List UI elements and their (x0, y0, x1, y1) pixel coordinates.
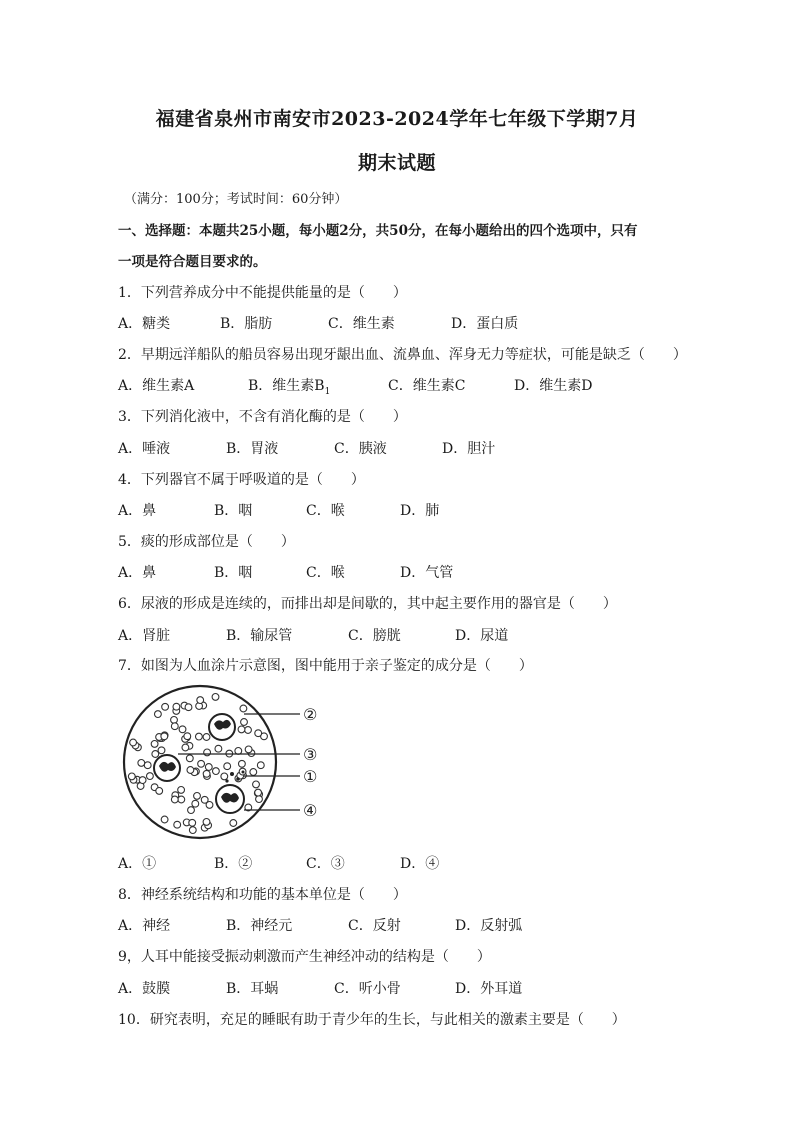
red-blood-cell (197, 697, 204, 704)
q8-option-b: B．神经元 (226, 918, 293, 934)
red-blood-cell (256, 796, 263, 803)
question-9-stem: 9，人耳中能接受振动刺激而产生神经冲动的结构是（ ） (118, 949, 491, 965)
section-header-cont: 一项是符合题目要求的。 (118, 254, 267, 270)
red-blood-cell (158, 747, 165, 754)
red-blood-cell (241, 719, 248, 726)
red-blood-cell (162, 703, 169, 710)
red-blood-cell (173, 703, 180, 710)
red-blood-cell (179, 726, 186, 733)
red-blood-cell (171, 723, 178, 730)
q9-option-c: C．听小骨 (334, 981, 401, 997)
q4-option-c: C．喉 (306, 503, 345, 519)
q5-option-d: D．气管 (400, 565, 454, 581)
q2-option-d: D．维生素D (514, 378, 593, 394)
q3-option-d: D．胆汁 (442, 441, 496, 457)
red-blood-cell (215, 745, 222, 752)
red-blood-cell (147, 773, 154, 780)
question-3-stem: 3．下列消化液中，不含有消化酶的是（ ） (118, 409, 407, 425)
red-blood-cell (161, 816, 168, 823)
red-blood-cell (144, 762, 151, 769)
q4-option-d: D．肺 (400, 503, 440, 519)
q4-option-a: A．鼻 (118, 503, 157, 519)
red-blood-cell (204, 749, 211, 756)
red-blood-cell (185, 704, 192, 711)
q7-option-b: B．② (214, 856, 253, 872)
red-blood-cell (194, 793, 201, 800)
q2-option-a: A．维生素A (118, 378, 195, 394)
q8-option-a: A．神经 (118, 918, 171, 934)
red-blood-cell (178, 787, 185, 794)
red-blood-cell (255, 730, 262, 737)
red-blood-cell (196, 733, 203, 740)
diagram-labels (303, 705, 317, 820)
label-1: ① (303, 767, 318, 786)
red-blood-cell (203, 734, 210, 741)
red-blood-cell (151, 741, 158, 748)
q1-option-b: B．脂肪 (220, 316, 273, 332)
red-blood-cell (250, 769, 257, 776)
q4-option-b: B．咽 (214, 503, 253, 519)
question-8-stem: 8．神经系统结构和功能的基本单位是（ ） (118, 887, 407, 903)
q3-option-c: C．胰液 (334, 441, 387, 457)
question-5-stem: 5．痰的形成部位是（ ） (118, 534, 295, 550)
red-blood-cell (189, 819, 196, 826)
question-6-stem: 6．尿液的形成是连续的，而排出却是间歇的，其中起主要作用的器官是（ ） (118, 596, 617, 612)
q7-option-c: C．③ (306, 856, 345, 872)
red-blood-cell (152, 751, 159, 758)
red-blood-cell (192, 800, 199, 807)
red-blood-cell (238, 726, 245, 733)
q9-option-d: D．外耳道 (455, 981, 523, 997)
q8-option-d: D．反射弧 (455, 918, 523, 934)
q3-option-a: A．唾液 (118, 441, 171, 457)
red-blood-cell (245, 727, 252, 734)
red-blood-cell (257, 762, 264, 769)
red-blood-cell (213, 768, 220, 775)
q7-option-d: D．④ (400, 856, 440, 872)
exam-meta: （满分：100分；考试时间：60分钟） (124, 192, 348, 207)
question-10-stem: 10．研究表明，充足的睡眠有助于青少年的生长，与此相关的激素主要是（ ） (118, 1012, 626, 1028)
red-blood-cell (171, 796, 178, 803)
red-blood-cell (224, 763, 231, 770)
red-blood-cell (245, 746, 252, 753)
question-2-stem: 2．早期远洋船队的船员容易出现牙龈出血、流鼻血、浑身无力等症状，可能是缺乏（ ） (118, 347, 687, 363)
red-blood-cell (182, 744, 189, 751)
label-3: ③ (303, 745, 318, 764)
q2-option-b: B．维生素$B_1$ (248, 378, 331, 397)
red-blood-cell (186, 755, 193, 762)
question-7-stem: 7．如图为人血涂片示意图，图中能用于亲子鉴定的成分是（ ） (118, 658, 533, 674)
red-blood-cell (128, 773, 135, 780)
q1-option-c: C．维生素 (328, 316, 395, 332)
red-blood-cell (178, 796, 185, 803)
red-blood-cell (255, 789, 262, 796)
red-blood-cell (171, 717, 178, 724)
q7-option-a: A．① (118, 856, 157, 872)
red-blood-cell (205, 764, 212, 771)
red-blood-cell (139, 777, 146, 784)
red-blood-cell (189, 827, 196, 834)
blood-smear-figure (118, 682, 338, 840)
q6-option-a: A．肾脏 (118, 628, 171, 644)
exam-subtitle: 期末试题 (357, 152, 436, 174)
q3-option-b: B．胃液 (226, 441, 279, 457)
q6-option-d: D．尿道 (455, 628, 509, 644)
red-blood-cell (130, 739, 137, 746)
blood-smear-diagram (118, 682, 338, 840)
red-blood-cell (253, 781, 260, 788)
red-blood-cell (161, 733, 168, 740)
q1-option-d: D．蛋白质 (451, 316, 519, 332)
question-4-stem: 4．下列器官不属于呼吸道的是（ ） (118, 472, 365, 488)
q5-option-b: B．咽 (214, 565, 253, 581)
red-blood-cell (174, 821, 181, 828)
q9-option-a: A．鼓膜 (118, 981, 171, 997)
red-blood-cell (155, 711, 162, 718)
question-1-stem: 1．下列营养成分中不能提供能量的是（ ） (118, 285, 407, 301)
q8-option-c: C．反射 (348, 918, 401, 934)
q5-option-a: A．鼻 (118, 565, 157, 581)
red-blood-cell (235, 748, 242, 755)
label-2: ② (303, 705, 318, 724)
q6-option-b: B．输尿管 (226, 628, 293, 644)
white-blood-cell (216, 785, 244, 813)
red-blood-cell (188, 807, 195, 814)
q5-option-c: C．喉 (306, 565, 345, 581)
red-blood-cell (221, 773, 228, 780)
red-blood-cell (212, 694, 219, 701)
white-blood-cell (154, 755, 180, 781)
red-blood-cell (240, 705, 247, 712)
red-blood-cell (230, 820, 237, 827)
red-blood-cell (184, 733, 191, 740)
red-blood-cell (201, 796, 208, 803)
section-header: 一、选择题：本题共25小题，每小题2分，共50分，在每小题给出的四个选项中，只有 (118, 223, 638, 239)
red-blood-cell (198, 760, 205, 767)
red-blood-cell (203, 819, 210, 826)
q6-option-c: C．膀胱 (348, 628, 401, 644)
label-4: ④ (303, 801, 318, 820)
red-blood-cell (203, 770, 210, 777)
red-blood-cell (187, 767, 194, 774)
q2-option-c: C．维生素C (388, 378, 466, 394)
red-blood-cell (239, 760, 246, 767)
q1-option-a: A．糖类 (118, 316, 171, 332)
white-blood-cell (209, 714, 235, 740)
q9-option-b: B．耳蜗 (226, 981, 279, 997)
red-blood-cell (138, 760, 145, 767)
exam-title: 福建省泉州市南安市2023-2024学年七年级下学期7月 (155, 108, 639, 130)
red-blood-cell (156, 788, 163, 795)
